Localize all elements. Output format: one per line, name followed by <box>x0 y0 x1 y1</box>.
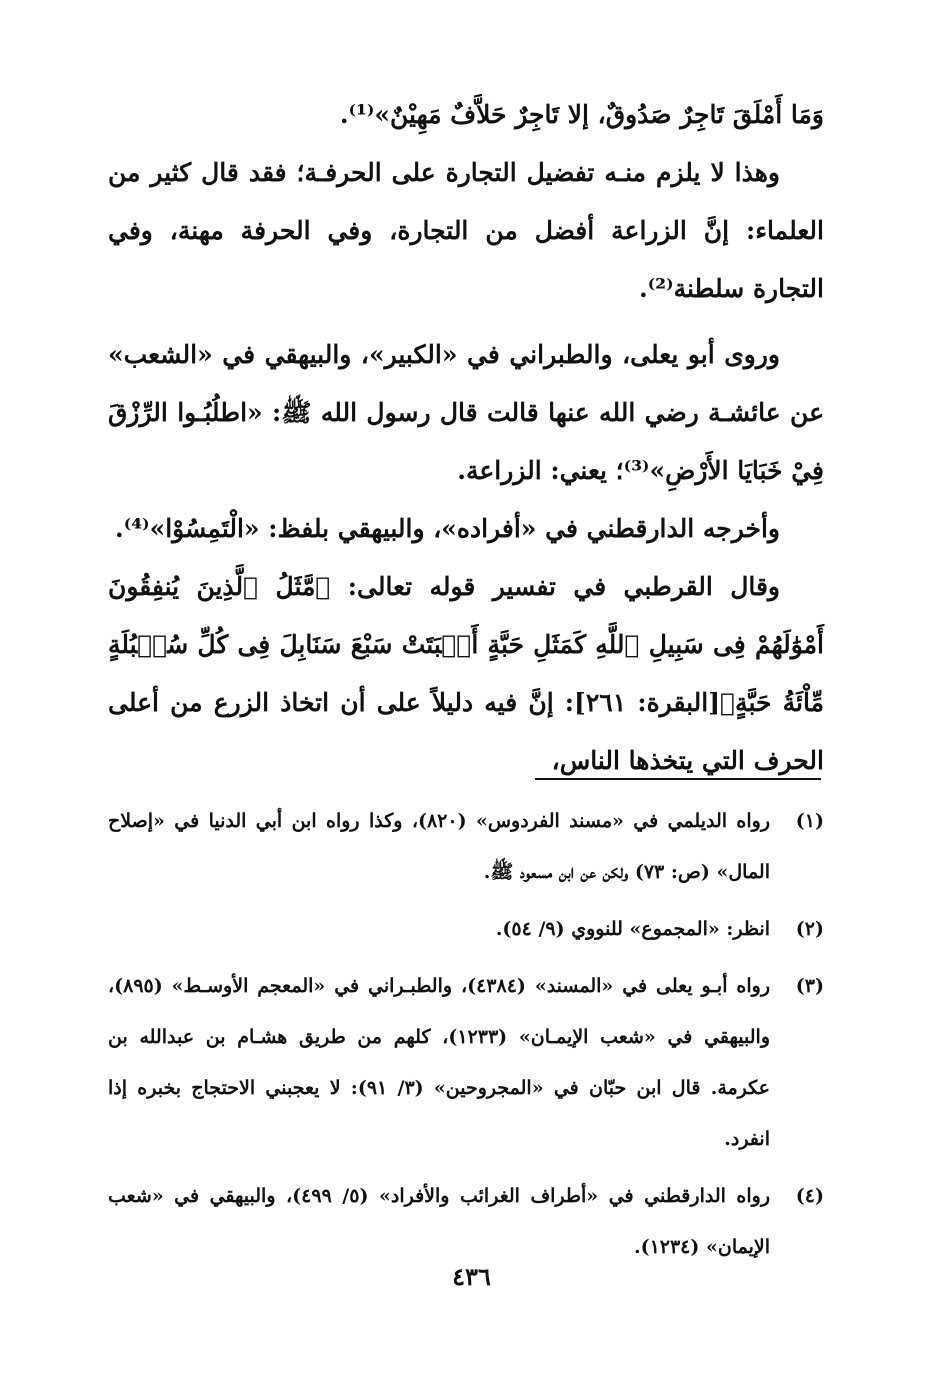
footnotes <box>108 796 824 1279</box>
footnote-number: (٤) <box>795 1185 824 1207</box>
footnote <box>108 796 824 898</box>
footnote-text: رواه الدارقطني في «أطراف الغرائب والأفراد» (٥/ ٤٩٩)، والبيهقي في «شعب الإيمان» (١٢٣٤). <box>108 1185 770 1258</box>
footnote-number: (٣) <box>795 975 824 997</box>
page-number: ٤٣٦ <box>452 1262 491 1291</box>
footnote-text: رواه الديلمي في «مسند الفردوس» (٨٢٠)، وكذا رواه ابن أبي الدنيا في «إصلاح المال» (ص: ٧٣) ولكن عن ابن مسعود ﷺ. <box>108 810 770 883</box>
footnote-text: رواه أبـو يعلى في «المسند» (٤٣٨٤)، والطبـراني في «المعجم الأوسـط» (٨٩٥)، والبيهقي في «شعب الإيمـان» (١٢٣٣)، كلهم من طريق هشـام بن عبدالله بن عكرمة. قال ابن حبّان في «المجروحين» (٣/ ٩١): لا يعجبني الاحتجاج بخبره إذا انفرد. <box>108 975 770 1150</box>
main-text <box>108 86 824 790</box>
footnote <box>108 904 824 955</box>
paragraph-qurtubi: وقال القرطبي في تفسير قوله تعالى: ﴿مَّثَلُ ٱلَّذِينَ يُنفِقُونَ أَمْوَٰلَهُمْ فِى سَبِيلِ ٱللَّهِ كَمَثَلِ حَبَّةٍ أَنۢبَتَتْ سَبْعَ سَنَابِلَ فِى كُلِّ سُنۢبُلَةٍ مِّاْئَةُ حَبَّةٍ﴾[البقرة: ٢٦١]: إنَّ فيه دليلاً على أن اتخاذ الزرع من أعلى الحرف التي يتخذها الناس، <box>108 572 824 775</box>
paragraph-daraqutni: وأخرجه الدارقطني في «أفراده»، والبيهقي بلفظ: «الْتَمِسُوْا»⁽⁴⁾. <box>115 514 780 543</box>
footnote <box>108 961 824 1165</box>
footnote-separator <box>535 778 821 780</box>
footnote-number: (٢) <box>795 918 824 940</box>
footnote-number: (١) <box>795 810 824 832</box>
paragraph-hadith-end: وَمَا أَمْلَقَ تَاجِرٌ صَدُوقٌ، إلا تَاجِرٌ حَلاَّفٌ مَهِيْنٌ»⁽¹⁾. <box>339 100 824 129</box>
footnote-text: انظر: «المجموع» للنووي (٩/ ٥٤). <box>495 918 770 940</box>
paragraph-abu-yala-narration: وروى أبو يعلى، والطبراني في «الكبير»، والبيهقي في «الشعب» عن عائشـة رضي الله عنها قالت قال رسول الله ﷺ: «اطلُبُـوا الرِّزْقَ فِيْ خَبَايَا الأَرْضِ»⁽³⁾؛ يعني: الزراعة. <box>108 340 824 485</box>
footnote <box>108 1171 824 1273</box>
paragraph-trade-vs-craft: وهذا لا يلزم منـه تفضيل التجارة على الحرفـة؛ فقد قال كثير من العلماء: إنَّ الزراعة أفضل من التجارة، وفي الحرفة مهنة، وفي التجارة سلطنة⁽²⁾. <box>108 158 824 303</box>
